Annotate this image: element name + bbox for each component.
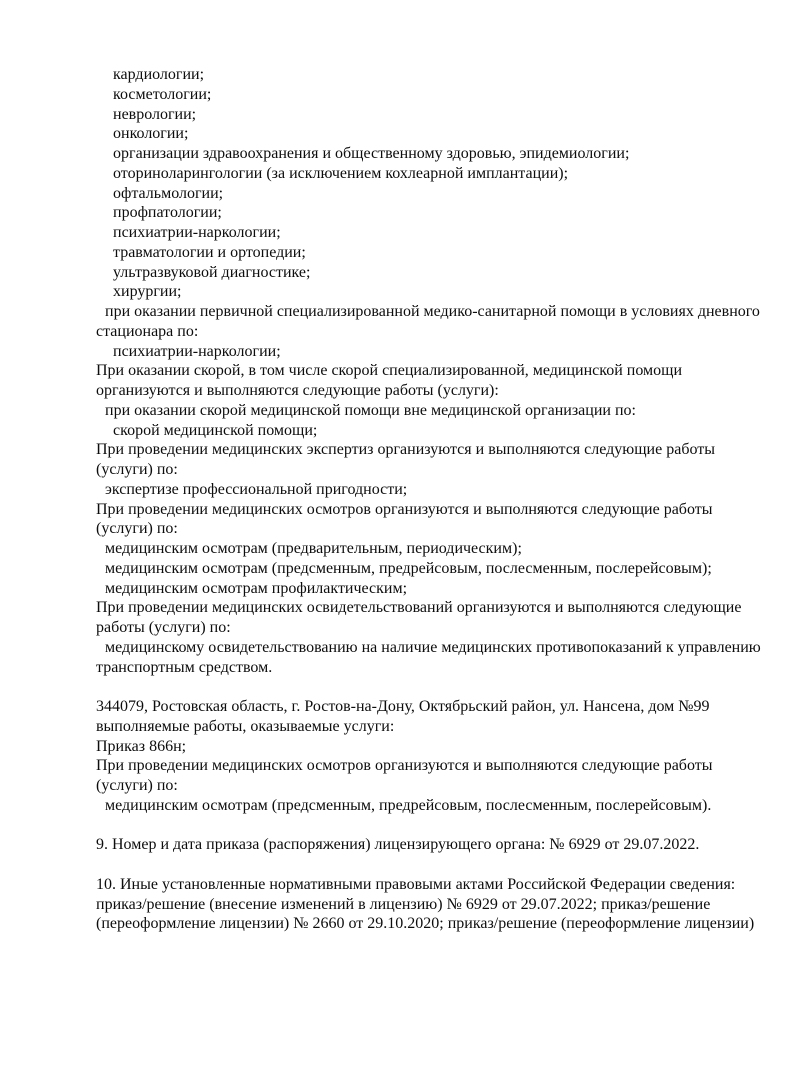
license-text-block [96,65,786,934]
doc-line: Приказ 866н; [96,737,187,755]
doc-line: выполняемые работы, оказываемые услуги: [96,717,395,735]
doc-line: при оказании первичной специализированной медико-санитарной помощи в условиях дневного [105,303,760,320]
doc-line: При проведении медицинских осмотров организуются и выполняются следующие работы [96,500,713,518]
doc-line: медицинским осмотрам (предсменным, предрейсовым, послесменным, послерейсовым). [105,796,712,814]
doc-line: медицинским осмотрам (предварительным, периодическим); [105,540,522,557]
doc-line: косметологии; [113,85,212,103]
doc-blank-line [96,855,786,875]
doc-line: При проведении медицинских осмотров организуются и выполняются следующие работы [96,757,713,775]
doc-line: травматологии и ортопедии; [113,243,306,261]
doc-line: При оказании скорой, в том числе скорой специализированной, медицинской помощи [96,362,683,380]
doc-line: 344079, Ростовская область, г. Ростов-на-Дону, Октябрьский район, ул. Нансена, дом №99 [96,698,710,715]
doc-line: хирургии; [113,283,182,301]
doc-line: онкологии; [113,125,189,143]
doc-line: медицинским осмотрам профилактическим; [105,579,408,597]
doc-line: экспертизе профессиональной пригодности; [105,480,408,498]
doc-line: медицинским осмотрам (предсменным, предрейсовым, послесменным, послерейсовым); [105,559,712,577]
doc-line: (услуги) по: [96,461,178,478]
doc-line: ультразвуковой диагностике; [113,263,311,281]
doc-line: организации здравоохранения и общественному здоровью, эпидемиологии; [113,145,630,162]
doc-line: 10. Иные установленные нормативными правовыми актами Российской Федерации сведения: [96,875,736,893]
doc-line: При проведении медицинских освидетельствований организуются и выполняются следующие [96,599,742,617]
doc-line: приказ/решение (внесение изменений в лицензию) № 6929 от 29.07.2022; приказ/решение [96,895,711,913]
doc-line: организуются и выполняются следующие работы (услуги): [96,382,499,399]
doc-line: скорой медицинской помощи; [113,421,318,439]
doc-line: офтальмологии; [113,184,224,202]
doc-line: (услуги) по: [96,520,178,538]
doc-line: кардиологии; [113,66,205,83]
doc-line: транспортным средством. [96,658,273,676]
doc-line: При проведении медицинских экспертиз организуются и выполняются следующие работы [96,441,715,459]
doc-line: неврологии; [113,105,197,123]
doc-line: при оказании скорой медицинской помощи вне медицинской организации по: [105,401,636,419]
doc-line: стационара по: [96,322,199,340]
doc-blank-line [96,816,786,836]
doc-line: (услуги) по: [96,777,178,794]
doc-blank-line [96,677,786,697]
doc-line: психиатрии-наркологии; [113,224,281,241]
doc-line: профпатологии; [113,204,222,222]
doc-line: оториноларингологии (за исключением кохлеарной имплантации); [113,164,569,182]
doc-line: 9. Номер и дата приказа (распоряжения) лицензирующего органа: № 6929 от 29.07.2022. [96,836,700,854]
doc-line: психиатрии-наркологии; [113,342,281,360]
doc-line: медицинскому освидетельствованию на наличие медицинских противопоказаний к управлению [105,638,761,656]
doc-line: (переоформление лицензии) № 2660 от 29.10.2020; приказ/решение (переоформление лицензии) [96,915,755,933]
doc-line: работы (услуги) по: [96,619,231,636]
